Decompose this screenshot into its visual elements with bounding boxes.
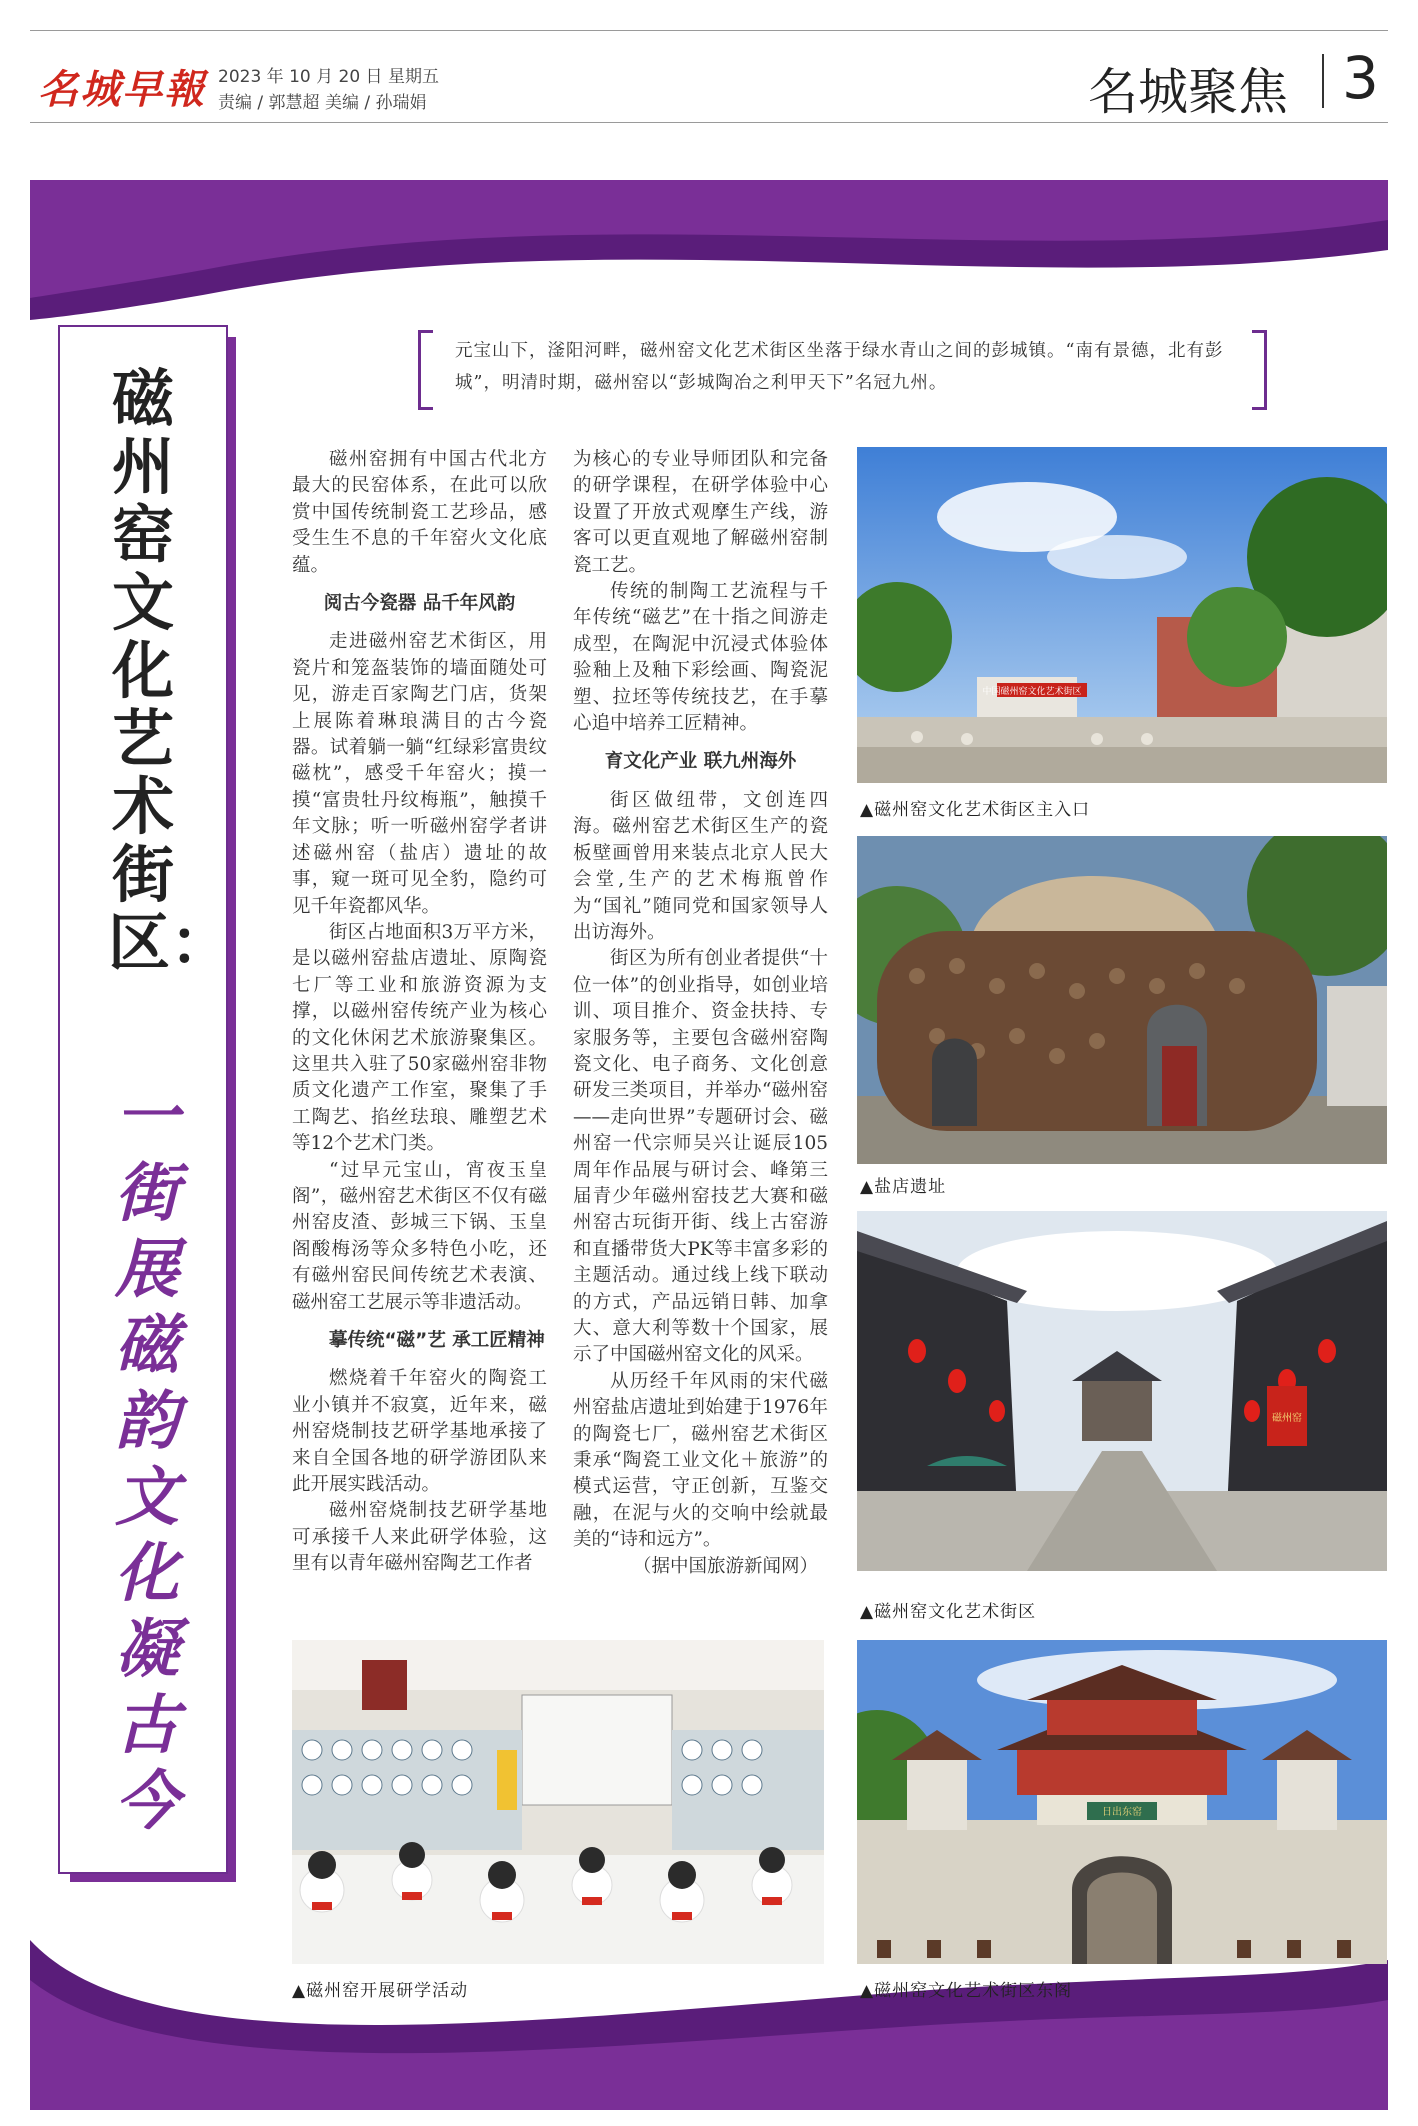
subheading: 摹传统“磁”艺 承工匠精神: [329, 1330, 545, 1351]
top-purple-banner: [30, 180, 1388, 320]
photo-east-pavilion: [857, 1640, 1387, 1964]
photo-caption: ▲磁州窑文化艺术街区主入口: [860, 800, 1091, 820]
photo-caption: ▲磁州窑开展研学活动: [292, 1981, 469, 2001]
photo-kiln-site: [857, 836, 1387, 1164]
paragraph: 街区为所有创业者提供“十位一体”的创业指导，如创业培训、项目推介、资金扶持、专家服务等，主要包含磁州窑陶瓷文化、电子商务、文化创意研发三类项目，并举办“磁州窑——走向世界”专题研讨会、磁州窑一代宗师吴兴让诞辰105周年作品展与研讨会、峰第三届青少年磁州窑技艺大赛和磁州窑古玩街开街、线上古窑游和直播带货大PK等丰富多彩的主题活动。通过线上线下联动的方式，产品远销日韩、加拿大、意大利等数十个国家，展示了中国磁州窑文化的风采。: [573, 948, 828, 1366]
article-source: （据中国旅游新闻网）: [632, 1555, 818, 1577]
issue-date: 2023 年 10 月 20 日 星期五: [218, 67, 439, 87]
photo-main-entrance: [857, 447, 1387, 783]
header-top-rule: [30, 30, 1388, 31]
paragraph: 为核心的专业导师团队和完备的研学课程，在研学体验中心设置了开放式观摩生产线，游客可以更直观地了解磁州窑制瓷工艺。: [573, 449, 828, 576]
intro-left-bracket: [418, 330, 433, 410]
photo-study-activity-art: [292, 1640, 824, 1964]
street-sign-text: 磁州窑: [1272, 1413, 1302, 1424]
paragraph: 磁州窑烧制技艺研学基地可承接千人来此研学体验，这里有以青年磁州窑陶艺工作者: [292, 1500, 547, 1575]
intro-right-bracket: [1252, 330, 1267, 410]
photo-study-activity: [292, 1640, 824, 1964]
photo-kiln-site-art: [857, 836, 1387, 1164]
section-divider: [1322, 54, 1324, 108]
photo-caption: ▲盐店遗址: [860, 1177, 947, 1197]
article-column-1: [292, 447, 547, 1578]
photo-main-entrance-art: [857, 447, 1387, 783]
paragraph: 从历经千年风雨的宋代磁州窑盐店遗址到始建于1976年的陶瓷七厂，磁州窑艺术街区秉承“陶瓷工业文化＋旅游”的模式运营，守正创新，互鉴交融，在泥与火的交响中绘就最美的“诗和远方”。: [573, 1370, 828, 1551]
article-subtitle: 一街展磁韵 文化凝古今: [115, 1080, 179, 1839]
newspaper-logo: 名城早報: [38, 66, 206, 113]
subheading: 阅古今瓷器 品千年风韵: [323, 593, 516, 615]
article-title: 磁州窑文化艺术街区：: [108, 362, 233, 979]
article-column-2: [573, 447, 828, 1580]
photo-art-street: [857, 1211, 1387, 1571]
photo-art-street-art: [857, 1211, 1387, 1571]
photo-caption: ▲磁州窑文化艺术街区东阁: [860, 1981, 1073, 2001]
paragraph: 街区做纽带，文创连四海。磁州窑艺术街区生产的瓷板壁画曾用来装点北京人民大会堂,生产的艺术梅瓶曾作为“国礼”随同党和国家领导人出访海外。: [573, 789, 828, 943]
paragraph: “过早元宝山，宵夜玉皇阁”，磁州窑艺术街区不仅有磁州窑皮渣、彭城三下锅、玉皇阁酸梅汤等众多特色小吃，还有磁州窑民间传统艺术表演、磁州窑工艺展示等非遗活动。: [292, 1159, 547, 1313]
photo-east-pavilion-art: [857, 1640, 1387, 1964]
paragraph: 燃烧着千年窑火的陶瓷工业小镇并不寂寞，近年来，磁州窑烧制技艺研学基地承接了来自全国各地的研学游团队来此开展实践活动。: [292, 1368, 547, 1496]
photo-caption: ▲磁州窑文化艺术街区: [860, 1602, 1037, 1622]
paragraph: 传统的制陶工艺流程与千年传统“磁艺”在十指之间游走成型，在陶泥中沉浸式体验体验釉上及釉下彩绘画、陶瓷泥塑、拉坯等传统技艺，在手摹心追中培养工匠精神。: [573, 581, 828, 735]
subheading: 育文化产业 联九州海外: [604, 751, 797, 773]
header-bottom-rule: [30, 122, 1388, 123]
editors-credit: 责编 / 郭慧超 美编 / 孙瑞娟: [218, 93, 427, 113]
paragraph: 磁州窑拥有中国古代北方最大的民窑体系，在此可以欣赏中国传统制瓷工艺珍品，感受生生不息的千年窑火文化底蕴。: [292, 449, 547, 576]
page-number: 3: [1342, 44, 1379, 112]
paragraph: 走进磁州窑艺术街区，用瓷片和笼盔装饰的墙面随处可见，游走百家陶艺门店，货架上展陈着琳琅满目的古今瓷器。试着躺一躺“红绿彩富贵纹磁枕”，感受千年窑火；摸一摸“富贵牡丹纹梅瓶”，触摸千年文脉；听一听磁州窑学者讲述磁州窑（盐店）遗址的故事，窥一斑可见全豹，隐约可见千年瓷都风华。: [292, 631, 547, 917]
article-intro: 元宝山下，滏阳河畔，磁州窑文化艺术街区坐落于绿水青山之间的彭城镇。“南有景德，北有彭城”，明清时期，磁州窑以“彭城陶冶之利甲天下”名冠九州。: [455, 341, 1224, 393]
paragraph: 街区占地面积3万平方米，是以磁州窑盐店遗址、原陶瓷七厂等工业和旅游资源为支撑，以磁州窑传统产业为核心的文化休闲艺术旅游聚集区。这里共入驻了50家磁州窑非物质文化遗产工作室，聚集了手工陶艺、掐丝珐琅、雕塑艺术等12个艺术门类。: [292, 921, 547, 1155]
entrance-banner-text: 中国磁州窑文化艺术街区: [982, 687, 1082, 697]
section-title: 名城聚焦: [1088, 63, 1288, 121]
pavilion-plaque-text: 日出东窑: [1102, 1807, 1142, 1818]
